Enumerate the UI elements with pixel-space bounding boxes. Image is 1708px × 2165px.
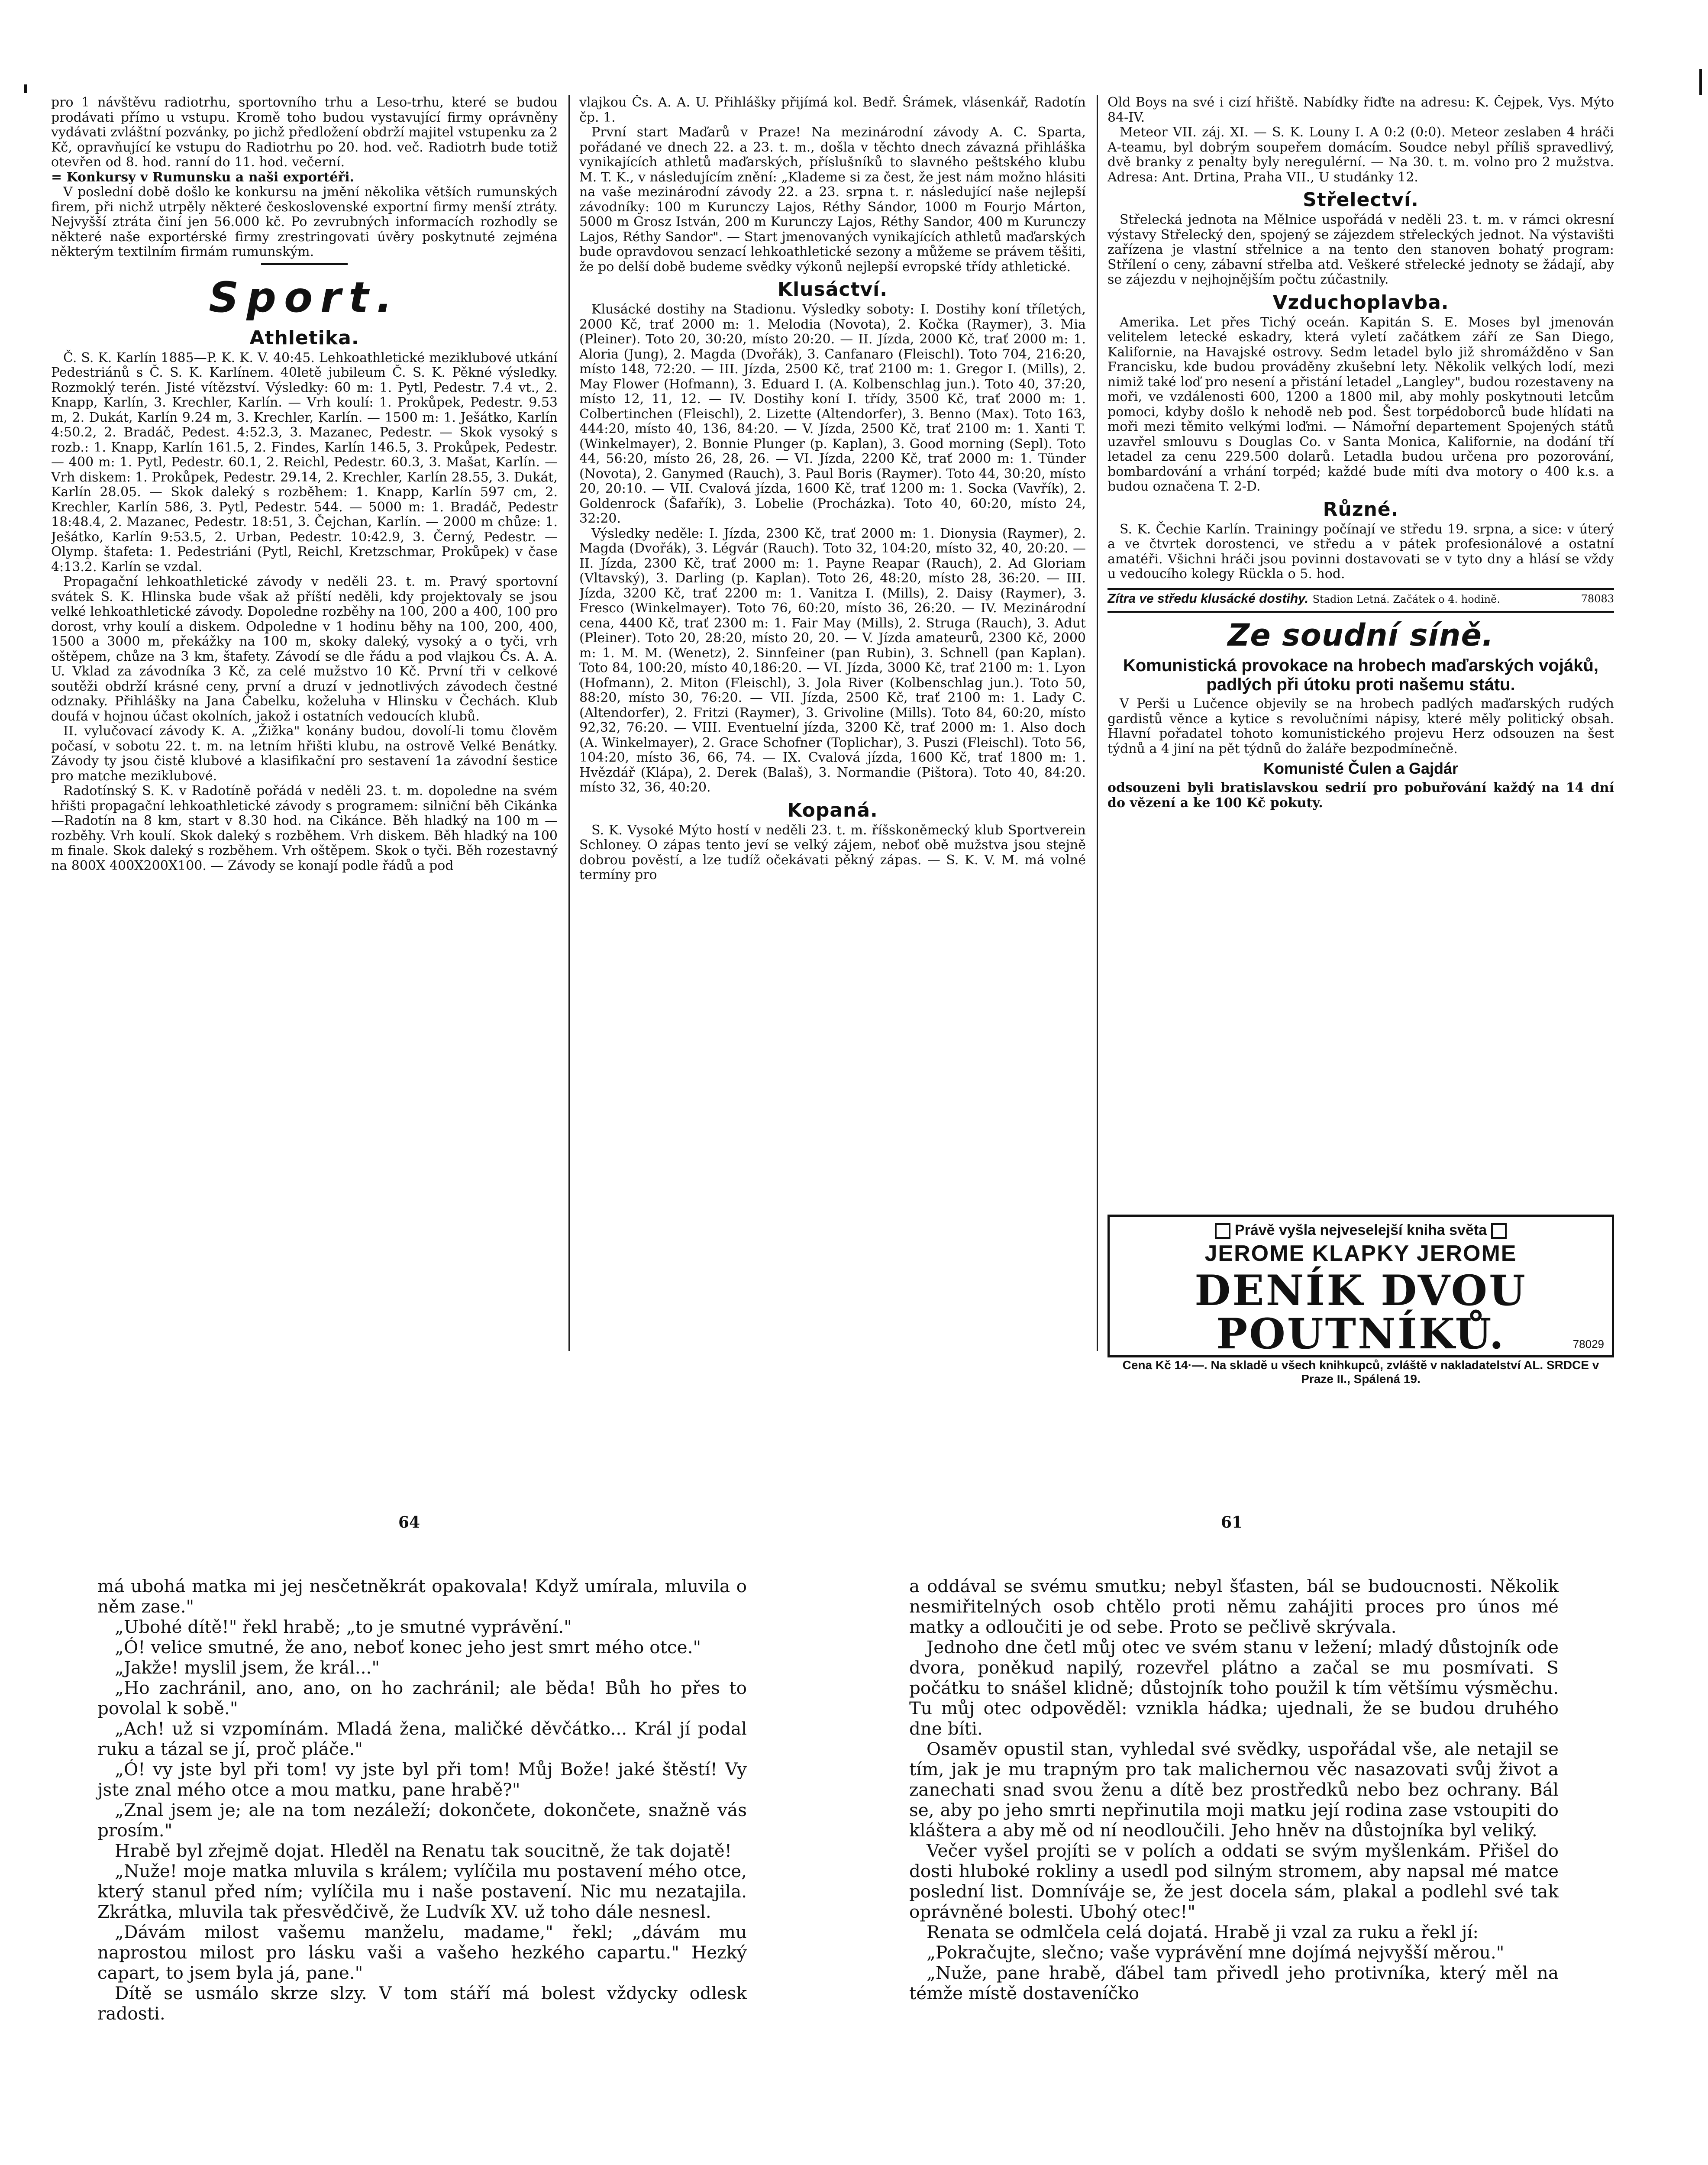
- article-text: V Perši u Lučence objevily se na hrobech padlých maďarských rudých gardistů věnce a kytice s revolučními nápisy, které měly politický obsah. Hlavní pořadatel tohoto komunistického projevu Herz odsouzen na šest týdnů a 4 jiní na pět týdnů do žaláře bezpodmínečně.: [1107, 696, 1614, 756]
- section-title-misc: Různé.: [1323, 498, 1399, 520]
- book-paragraph: a oddával se svému smutku; nebyl šťasten, bál se budoucnosti. Několik nesmiřitelných osob chtělo proti němu zahájiti proces pro únos mé matky a odloučiti je od sebe. Proto se pečlivě skrývala.: [909, 1576, 1559, 1637]
- section-title-court: Ze soudní síně.: [1227, 617, 1494, 653]
- box-bullet-icon: [1215, 1223, 1230, 1239]
- article-text: Výsledky neděle: I. Jízda, 2300 Kč, trať 2000 m: 1. Dionysia (Raymer), 2. Magda (Dvořák), 3. Légvár (Rauch). Toto 32, 104:20, místo 32, 40, 20:20. — II. Jízda, 2300 Kč, trať 2000 m: 1. Payne Reapar (Rauch), 2. Ad Gloriam (Vltavský), 3. Darling (p. Kaplan). Toto 26, 48:20, místo 28, 36:20. — III. Jízda, 3200 Kč, trať 2200 m: 1. Vanitza I. (Mills), 2. Daisy (Raymer), 3. Fresco (Winkelmayer). Toto 76, 60:20, místo 36, 26:20. — IV. Mezinárodní cena, 4400 Kč, trať 2300 m: 1. Fair May (Mills), 2. Struga (Rauch), 3. Adut (Pleiner). Toto 20, 28:20, místo 20, 20. — V. Jízda amateurů, 2300 Kč, 2000 m: 1. M. M. (Wenetz), 2. Sinnfeiner (pan Rubin), 3. Schnell (pan Kaplan). Toto 84, 100:20, místo 40,186:20. — VI. Jízda, 3000 Kč, trať 2100 m: 1. Lyon (Hofmann), 2. Miton (Fleischl), 3. Jola River (Kolbenschlag jun.). Toto 50, 88:20, místo 30, 76:20. — VII. Jízda, 2500 Kč, trať 2100 m: 1. Lady C. (Altendorfer), 2. Fritzi (Raymer), 3. Grivoline (Mills). Toto 84, 60:20, místo 92,32, 76:20. — VIII. Eventuelní jízda, 3200 Kč, trať 2000 m: 1. Also doch (A. Winkelmayer), 2. Grace Schofner (Toplichar), 3. Puszi (Fleischl). Toto 56, 104:20, místo 36, 66, 74. — IX. Cvalová jízda, 1600 Kč, trať 1800 m: 1. Hvězdář (Klápa), 2. Derek (Balaš), 3. Normandie (Pištora). Toto 40, 84:20. místo 32, 36, 40:20.: [579, 526, 1086, 795]
- book-paragraph: Osaměv opustil stan, vyhledal své svědky, uspořádal vše, ale netajil se tím, jak je mu trapným pro tak malichernou věc nasazovati svůj život a zanechati snad svou ženu a dítě bez prostředků nebo bez ochrany. Bál se, aby po jeho smrti nepřinutila moji matku její rodina zase vstoupiti do kláštera a aby mě od ní neodloučili. Jeho hněv na důstojníka byl veliký.: [909, 1738, 1559, 1841]
- section-title-aviation: Vzduchoplavba.: [1272, 291, 1449, 313]
- book-paragraph: „Ach! už si vzpomínám. Mladá žena, maličké děvčátko... Král jí podal ruku a tázal se jí, proč pláče.": [97, 1718, 747, 1759]
- ad-details: Cena Kč 14·—. Na skladě u všech knihkupců, zvláště v nakladatelství AL. SRDCE v Praze II., Spálená 19.: [1122, 1358, 1599, 1386]
- scan-mark: [1699, 69, 1702, 95]
- section-title-sport: Sport.: [209, 273, 400, 322]
- book-paragraph: „Nuže, pane hrabě, ďábel tam přivedl jeho protivníka, který měl na témže místě dostaveníčko: [909, 1962, 1559, 2003]
- section-title-football: Kopaná.: [787, 799, 878, 821]
- section-title-shooting: Střelectví.: [1303, 189, 1419, 211]
- book-paragraph: Dítě se usmálo skrze slzy. V tom stáří má bolest vždycky odlesk radosti.: [97, 1983, 747, 2024]
- book-paragraph: „Jakže! myslil jsem, že král...": [115, 1657, 380, 1678]
- column-rule: [568, 95, 570, 1351]
- court-headline: Komunistická provokace na hrobech maďarských vojáků, padlých při útoku proti našemu státu.: [1123, 656, 1599, 694]
- page-number-left: 64: [398, 1513, 420, 1532]
- divider: [261, 263, 348, 265]
- article-text: Č. S. K. Karlín 1885—P. K. K. V. 40:45. Lehkoathletické meziklubové utkání Pedestriánů s Č. S. K. Karlínem. 40letě jubileum Č. S. K. Pěkné výsledky. Rozmoklý terén. Jisté vítězství. Výsledky: 60 m: 1. Pytl, Pedestr. 7.4 vt., 2. Knapp, Karlín, 3. Krechler, Karlín. — Vrh koulí: 1. Prokůpek, Pedestr. 9.53 m, 2. Dukát, Karlín 9.24 m, 3. Krechler, Karlín. — 1500 m: 1. Ješátko, Karlín 4:50.2, 2. Bradáč, Pedest. 4:52.3, 3. Mazanec, Pedestr. — Skok vysoký s rozb.: 1. Knapp, Karlín 161.5, 2. Findes, Karlín 146.5, 3. Prokůpek, Pedestr. — 400 m: 1. Pytl, Pedestr. 60.1, 2. Reichl, Pedestr. 60.3, 3. Mašat, Karlín. — Vrh diskem: 1. Prokůpek, Pedestr. 29.14, 2. Krechler, Karlín 28.55, 3. Dukát, Karlín 28.05. — Skok daleký s rozběhem: 1. Knapp, Karlín 597 cm, 2. Krechler, Karlín 586, 3. Pytl, Pedestr. 544. — 5000 m: 1. Bradáč, Pedestr 18:48.4, 2. Mazanec, Pedestr. 18:51, 3. Čejchan, Karlín. — 2000 m chůze: 1. Ješátko, Karlín 9:53.5, 2. Urban, Pedestr. 10:42.9, 3. Černý, Pedestr. — Olymp. štafeta: 1. Pedestriáni (Pytl, Reichl, Kretzschmar, Prokůpek) v čase 4:13.2. Karlín se vzdal.: [51, 350, 558, 575]
- book-paragraph: „Nuže! moje matka mluvila s králem; vylíčila mu postavení mého otce, který stanul před ním; vylíčila mu i naše postavení. Nic mu nezatajila. Zkrátka, mluvila tak přesvědčivě, že Ludvík XV. už toho dále nesnesl.: [97, 1861, 747, 1922]
- article-text: vlajkou Čs. A. A. U. Přihlášky přijímá kol. Bedř. Šrámek, vlásenkář, Radotín čp. 1.: [579, 95, 1086, 125]
- ad-text: Stadion Letná. Začátek o 4. hodině.: [1312, 593, 1500, 605]
- article-text: Střelecká jednota na Mělnice uspořádá v neděli 23. t. m. v rámci okresní výstavy Střelecký den, spojený se zájezdem střeleckých jednot. Na výstavišti zařízena je vlastní střelnice a na tento den stanoven bohatý program: Střílení o ceny, zábavní střelba atd. Veškeré střelecké jednoty se žádají, aby se zájezdu v nejhojnějším počtu zúčastnily.: [1107, 212, 1614, 287]
- book-paragraph: Jednoho dne četl můj otec ve svém stanu v ležení; mladý důstojník ode dvora, poněkud napilý, rozevřel plátno a začal se mu posmívati. S počátku to snášel klidně; důstojník toho použil k tím většímu výsměchu. Tu můj otec odpověděl: vznikla hádka; ujednali, že se budou druhého dne bíti.: [909, 1637, 1559, 1739]
- book-advertisement: [1107, 1215, 1614, 1386]
- ad-number: 78083: [1581, 592, 1614, 605]
- article-text: Propagační lehkoathletické závody v neděli 23. t. m. Pravý sportovní svátek S. K. Hlinska bude však až příští neděli, kdy projektovaly se jsou velké lehkoathletické závody. Dopoledne rozběhy na 100, 200 a 400, 100 pro dorost, vrhy koulí a diskem. Odpoledne v 1 hodinu běhy na 100, 200, 400, 1500 a 3000 m, překážky na 100 m, skoky daleký, vysoký a o tyči, vrh oštěpem, chůze na 3 km, štafety. Závodí se dle řádu a pod vlajkou Čs. A. A. U. Vklad za závodníka 3 Kč, za celé mužstvo 10 Kč. První tři v celkové soutěži obdrží krásné ceny, první a druzí v jednotlivých závodech čestné odznaky. Přihlášky na Jana Čabelku, koželuha v Hlinsku v Čechách. Klub doufá v hojnou účast okolních, jakož i ostatních vedoucích klubů.: [51, 574, 558, 724]
- book-paragraph: „Pokračujte, slečno; vaše vyprávění mne dojímá nejvyšší měrou.": [927, 1942, 1505, 1963]
- article-text: Meteor VII. záj. XI. — S. K. Louny I. A 0:2 (0:0). Meteor zeslaben 4 hráči A-teamu, byl dobrým soupeřem domácím. Soudce nebyl příliš spravedlivý, dvě branky z penalty byly neregulérní. — Na 30. t. m. volno pro 2 mužstva. Adresa: Ant. Drtina, Praha VII., U studánky 12.: [1107, 125, 1614, 185]
- article-text: II. vylučovací závody K. A. „Žižka" konány budou, dovolí-li tomu člověm počasí, v sobotu 22. t. m. na letním hřišti klubu, na ostrově Velké Benátky. Závody ty jsou čistě klubové a klasifikační pro sestavení 1a závodní šestice pro matche meziklubové.: [51, 724, 558, 784]
- book-paragraph: Večer vyšel projíti se v polích a oddati se svým myšlenkám. Přišel do dosti hluboké rokliny a usedl pod silným stromem, aby napsal mé matce poslední list. Domníváje se, že jest docela sám, plakal a podlehl své tak oprávněné bolesti. Ubohý otec!": [909, 1840, 1559, 1922]
- classified-ad: [1107, 588, 1614, 607]
- article-text: V poslední době došlo ke konkursu na jmění několika větších rumunských firem, při nichž utrpěly některé československé exportní firmy menší ztráty. Nejvyšší ztráta činí jen 56.000 kč. Po zevrubných informacích rozhodly se některé naše exportérské firmy zrestringovati úvěry poskytnuté zejména některým textilním firmám rumunským.: [51, 184, 558, 259]
- article-text: S. K. Čechie Karlín. Trainingy počínají ve středu 19. srpna, a sice: v úterý a ve čtvrtek dorostenci, ve středu a v pátek profesionálové a ostatní amatéři. Všichni hráči jsou povinni dostavovati se v tyto dny a hlásí se vždy u vedoucího kolegy Rückla o 5. hod.: [1107, 521, 1614, 582]
- column-rule: [1097, 95, 1098, 1351]
- section-title-trotting: Klusáctví.: [778, 278, 888, 301]
- newspaper-column-1: [51, 95, 558, 1351]
- newspaper-column-2: [579, 95, 1086, 1351]
- ad-line: Právě vyšla nejveselejší kniha světa: [1117, 1222, 1604, 1239]
- box-bullet-icon: [1491, 1223, 1507, 1239]
- article-text: Amerika. Let přes Tichý oceán. Kapitán S. E. Moses byl jmenován velitelem letecké eskadry, která vyletí začátkem září ze San Diego, Kalifornie, na Havajské ostrovy. Sedm letadel bylo již shromážděno v San Francisku, kde budou prováděny zkušební lety. Několik velkých lodí, mezi nimiž také loď pro nesení a přistání letadel „Langley", budou rozestaveny na moři, ve vzdálenosti 600, 1200 a 1800 mil, aby mohly poskytnouti letcům pomoci, kdyby došlo k nehodě neb pod. Šest torpédoborců bude hlídati na moři mezi těmito velkými loďmi. — Námořní departement Spojených států uzavřel smlouvu s Douglas Co. v Santa Monica, Kalifornie, na dodání tří letadel za cenu 229.500 dolarů. Letadla budou určena pro pozorování, bombardování a vrhání torpéd; každé bude míti dva motory o 400 k.s. a budou označena T. 2-D.: [1107, 314, 1614, 494]
- book-paragraph: „Ubohé dítě!" řekl hrabě; „to je smutné vyprávění.": [115, 1616, 572, 1637]
- article-text: Klusácké dostihy na Stadionu. Výsledky soboty: I. Dostihy koní tříletých, 2000 Kč, trať 2000 m: 1. Melodia (Novota), 2. Kočka (Raymer), 3. Mia (Pleiner). Toto 20, 30:20, místo 20:20. — II. Jízda, 2000 Kč, trať 2000 m: 1. Aloria (Jung), 2. Magda (Dvořák), 3. Canfanaro (Fleischl). Toto 704, 216:20, místo 148, 72:20. — III. Jízda, 2500 Kč, trať 2100 m: 1. Gregor I. (Mills), 2. May Flower (Hofmann), 3. Eduard I. (A. Kolbenschlag jun.). Toto 40, 37:20, místo 12, 11, 12. — IV. Dostihy koní I. třídy, 3500 Kč, trať 2000 m: 1. Colbertinchen (Fleischl), 2. Lizette (Altendorfer), 3. Benno (Max). Toto 163, 444:20, místo 40, 136, 84:20. — V. Jízda, 2500 Kč, trať 2100 m: 1. Xanti T. (Winkelmayer), 2. Bonnie Plunger (p. Kaplan), 3. Good morning (Sepl). Toto 44, 56:20, místo 26, 28, 26. — VI. Jízda, 2200 Kč, trať 2000 m: 1. Tünder (Novota), 2. Ganymed (Rauch), 3. Paul Boris (Raymer). Toto 44, 30:20, místo 20, 20:10. — VII. Cvalová jízda, 1600 Kč, trať 1200 m: 1. Socka (Vavřík), 2. Goldenrock (Šafařík), 3. Lobelie (Procházka). Toto 40, 60:20, místo 24, 32:20.: [579, 302, 1086, 526]
- book-paragraph: „Ó! vy jste byl při tom! vy jste byl při tom! Můj Bože! jaké štěstí! Vy jste znal mého otce a mou matku, pane hrabě?": [97, 1759, 747, 1800]
- book-paragraph: „Ó! velice smutné, že ano, neboť konec jeho jest smrt mého otce.": [115, 1637, 701, 1658]
- book-paragraph: má ubohá matka mi jej nesčetněkrát opakovala! Když umírala, mluvila o něm zase.": [97, 1576, 747, 1617]
- book-page-right: [909, 1576, 1559, 2003]
- section-title-athletics: Athletika.: [249, 326, 359, 349]
- book-paragraph: Renata se odmlčela celá dojatá. Hrabě ji vzal za ruku a řekl jí:: [927, 1922, 1479, 1942]
- book-paragraph: „Dávám milost vašemu manželu, madame," řekl; „dávám mu naprostou milost pro lásku vaši a vašeho hezkého capartu." Hezký capart, to jsem byla já, pane.": [97, 1922, 747, 1983]
- ad-book-title: DENÍK DVOU POUTNÍKŮ.: [1195, 1266, 1527, 1359]
- book-paragraph: „Znal jsem je; ale na tom nezáleží; dokončete, dokončete, snažně vás prosím.": [97, 1800, 747, 1841]
- ad-number: 78029: [1572, 1338, 1604, 1351]
- article-headline: = Konkursy v Rumunsku a naši exportéři.: [51, 169, 355, 185]
- ad-bold-text: Zítra ve středu klusácké dostihy.: [1107, 591, 1309, 606]
- article-text: odsouzeni byli bratislavskou sedrií pro pobuřování každý na 14 dní do vězení a ke 100 Kč pokuty.: [1107, 780, 1614, 811]
- newspaper-column-3: [1107, 95, 1614, 918]
- article-text: pro 1 návštěvu radiotrhu, sportovního trhu a Leso-trhu, které se budou prodávati přímo u vstupu. Kromě toho budou vystavující firmy oprávněny vydávati zvláštní pozvánky, po jichž předložení obdrží majitel vstupenku za 2 Kč, opravňující ke vstupu do Radiotrhu po 20. hod. več. Radiotrh bude totiž otevřen od 8. hod. ranní do 11. hod. večerní.: [51, 95, 558, 170]
- court-headline-2: Komunisté Čulen a Gajdár: [1263, 759, 1459, 777]
- scan-mark: [24, 84, 27, 93]
- article-text: První start Maďarů v Praze! Na mezinárodní závody A. C. Sparta, pořádané ve dnech 22. a 23. t. m., došla v těchto dnech závazná přihláška vynikajících athletů maďarských, příslušníků to slavného peštského klubu M. T. K., v následujícím znění: „Klademe si za čest, že jest nám možno hlásiti na vaše mezinárodní závody 22. a 23. srpna t. r. následující naše nejlepší závodníky: 100 m Kurunczy Lajos, Réthy Sándor, 1000 m Fourjo Márton, 5000 m Grosz István, 200 m Kurunczy Lajos, Réthy Sandor, 400 m Kurunczy Lajos, Réthy Sandor". — Start jmenovaných vynikajících athletů maďarských bude opravdovou senzací lehkoathletické sezony a můžeme se právem těšiti, že po delší době budeme svědky výkonů nejlepší evropské třídy athletické.: [579, 125, 1086, 275]
- newspaper-strip: [51, 95, 1657, 1386]
- book-paragraph: Hrabě byl zřejmě dojat. Hleděl na Renatu tak soucitně, že tak dojatě!: [115, 1840, 732, 1861]
- article-text: Old Boys na své i cizí hřiště. Nabídky řiďte na adresu: K. Čejpek, Vys. Mýto 84-IV.: [1107, 95, 1614, 125]
- page-number-right: 61: [1221, 1513, 1243, 1532]
- book-paragraph: „Ho zachránil, ano, ano, on ho zachránil; ale běda! Bůh ho přes to povolal k sobě.": [97, 1677, 747, 1719]
- article-text: S. K. Vysoké Mýto hostí v neděli 23. t. m. říšskoněmecký klub Sportverein Schloney. O zápas tento jeví se velký zájem, neboť obě mužstva jsou stejně dobrou pověstí, a lze tudíž očekávati pěkný zápas. — S. K. V. M. má volné termíny pro: [579, 822, 1086, 882]
- book-page-left: [97, 1576, 747, 2024]
- article-text: Radotínský S. K. v Radotíně pořádá v neděli 23. t. m. dopoledne na svém hřišti propagační lehkoathletické závody s programem: silniční běh Cikánka—Radotín na 8 km, start v 8.30 hod. na Cikánce. Běh hladký na 100 m — rozběhy. Vrh koulí. Skok daleký s rozběhem. Vrh diskem. Běh hladký na 100 m finale. Skok daleký s rozběhem. Vrh oštěpem. Skok o tyči. Běh rozestavný na 800X 400X200X100. — Závody se konají podle řádů a pod: [51, 783, 558, 873]
- ad-author: JEROME KLAPKY JEROME: [1204, 1241, 1517, 1267]
